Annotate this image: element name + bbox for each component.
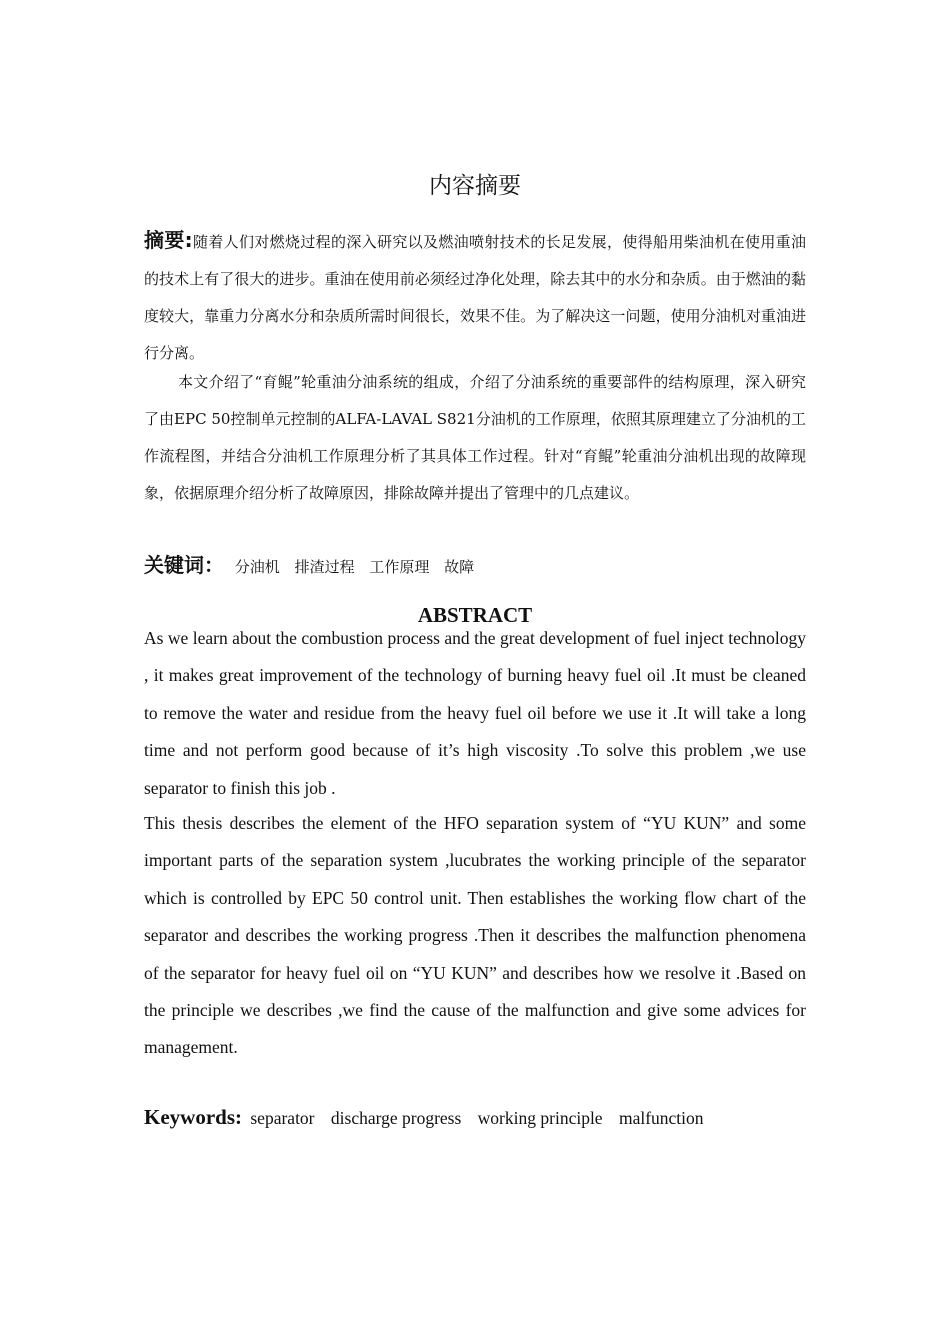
chinese-abstract-paragraph-1	[144, 222, 806, 372]
chinese-keyword: 分油机	[234, 558, 280, 576]
chinese-keyword: 工作原理	[369, 558, 430, 576]
english-abstract-paragraph-2: This thesis describes the element of the HFO separation system of “YU KUN” and some important parts of the separation system ,lucubrates the working principle of the separator which is controlled by EPC 50 control unit. Then establishes the working flow chart of the separator and describes the working progress .Then it describes the malfunction phenomena of the separator for heavy fuel oil on “YU KUN” and describes how we resolve it .Based on the principle we describes ,we find the cause of the malfunction and give some advices for management.	[144, 813, 806, 1058]
english-keywords	[144, 1100, 806, 1135]
english-abstract-title: ABSTRACT	[417, 603, 533, 627]
chinese-title: 内容摘要	[429, 173, 521, 199]
chinese-keyword: 排渣过程	[294, 558, 355, 576]
chinese-abstract-label: 摘要:	[144, 228, 193, 252]
chinese-keyword: 故障	[444, 558, 475, 576]
chinese-abstract-text-1: 随着人们对燃烧过程的深入研究以及燃油喷射技术的长足发展，使得船用柴油机在使用重油的技术上有了很大的进步。重油在使用前必须经过净化处理，除去其中的水分和杂质。由于燃油的黏度较大，靠重力分离水分和杂质所需时间很长，效果不佳。为了解决这一问题，使用分油机对重油进行分离。	[144, 233, 806, 362]
english-keyword: discharge progress	[330, 1108, 462, 1128]
chinese-keywords-label: 关键词：	[144, 553, 224, 577]
chinese-keywords	[144, 548, 806, 584]
english-keyword: malfunction	[618, 1108, 704, 1128]
english-keyword: working principle	[477, 1108, 603, 1128]
english-abstract-paragraph-1: As we learn about the combustion process and the great development of fuel inject technology , it makes great improvement of the technology of burning heavy fuel oil .It must be cleaned to remove the water and residue from the heavy fuel oil before we use it .It will take a long time and not perform good because of it’s high viscosity .To solve this problem ,we use separator to finish this job .	[144, 628, 806, 798]
chinese-abstract-paragraph-2: 本文介绍了“育鲲”轮重油分油系统的组成，介绍了分油系统的重要部件的结构原理，深入研究了由EPC 50控制单元控制的ALFA-LAVAL S821分油机的工作原理，依照其原理建立了分油机的工作流程图，并结合分油机工作原理分析了其具体工作过程。针对“育鲲”轮重油分油机出现的故障现象，依据原理介绍分析了故障原因，排除故障并提出了管理中的几点建议。	[144, 373, 806, 502]
english-keyword: separator	[250, 1108, 315, 1128]
english-keywords-label: Keywords:	[144, 1105, 242, 1129]
